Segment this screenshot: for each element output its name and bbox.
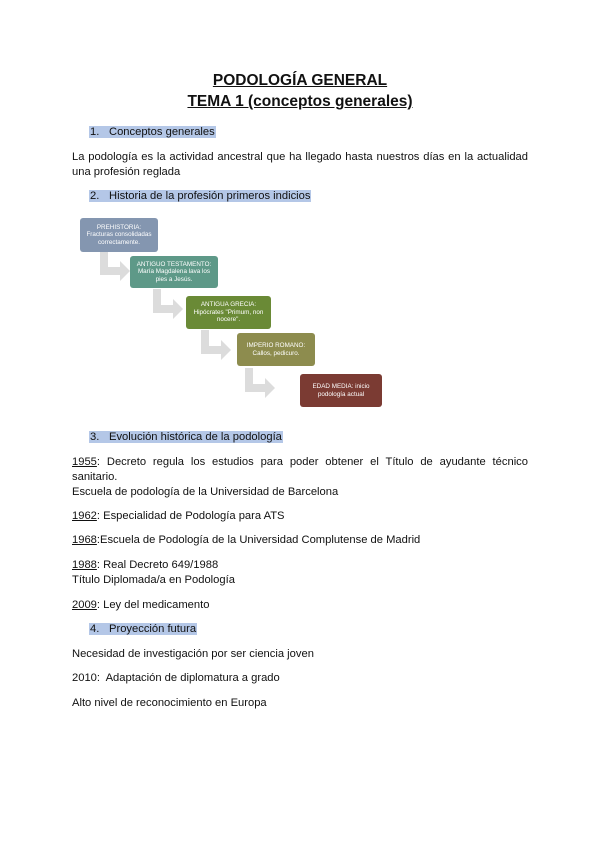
arrow-icon [151,289,185,319]
entry-text: : Ley del medicamento [96,599,210,611]
section-title: Conceptos generales [109,126,215,138]
title-line-2: TEMA 1 (conceptos generales) [187,93,413,110]
section-heading-3 [89,430,283,444]
title-line-1: PODOLOGÍA GENERAL [212,72,388,89]
history-entry-1968 [72,533,528,548]
arrow-icon [98,251,132,281]
entry-text: : Decreto regula los estudios para poder obtener el Título de ayudante técnico sanitario. [72,456,528,483]
entry-extra: Escuela de podología de la Universidad de Barcelona [72,486,339,498]
year: 2009 [72,599,97,611]
section-title: Proyección futura [109,623,197,635]
future-item: 2010: Adaptación de diplomatura a grado [72,672,280,684]
entry-text: :Escuela de Podología de la Universidad Complutense de Madrid [96,534,421,546]
year: 1988 [72,559,97,571]
entry-text: : Especialidad de Podología para ATS [96,510,285,522]
future-item: Necesidad de investigación por ser ciencia joven [72,648,314,660]
section-number: 2. [90,190,100,202]
history-entry-1962 [72,509,528,524]
year: 1962 [72,510,97,522]
history-entry-1988 [72,558,528,588]
section-number: 1. [90,126,100,138]
future-item: Alto nivel de reconocimiento en Europa [72,697,267,709]
section-heading-4 [89,622,197,636]
diagram-box-prehistoria: PREHISTORIA: Fracturas consolidadas correctamente. [80,218,158,252]
diagram-box-imperio-romano: IMPERIO ROMANO: Callos, pedicuro. [237,333,315,366]
diagram-box-antiguo-testamento: ANTIGUO TESTAMENTO: María Magdalena lava los pies a Jesús. [130,256,218,288]
section-number: 3. [90,431,100,443]
section-1-paragraph: La podología es la actividad ancestral que ha llegado hasta nuestros días en la actualidad una profesión reglada [72,151,528,178]
arrow-icon [243,368,277,398]
section-heading-1 [89,125,216,139]
diagram-box-edad-media: EDAD MEDIA: inicio podología actual [300,374,382,407]
diagram-box-antigua-grecia: ANTIGUA GRECIA: Hipócrates "Primum, non nocere". [186,296,271,329]
entry-extra: Título Diplomada/a en Podología [72,574,235,586]
entry-text: : Real Decreto 649/1988 [96,559,219,571]
section-number: 4. [90,623,100,635]
year: 1955 [72,456,97,468]
section-title: Evolución histórica de la podología [109,431,282,443]
year: 1968 [72,534,97,546]
history-entry-1955 [72,455,528,500]
section-title: Historia de la profesión primeros indicios [109,190,311,202]
section-heading-2 [89,189,311,203]
history-entry-2009 [72,598,528,613]
arrow-icon [199,330,233,360]
